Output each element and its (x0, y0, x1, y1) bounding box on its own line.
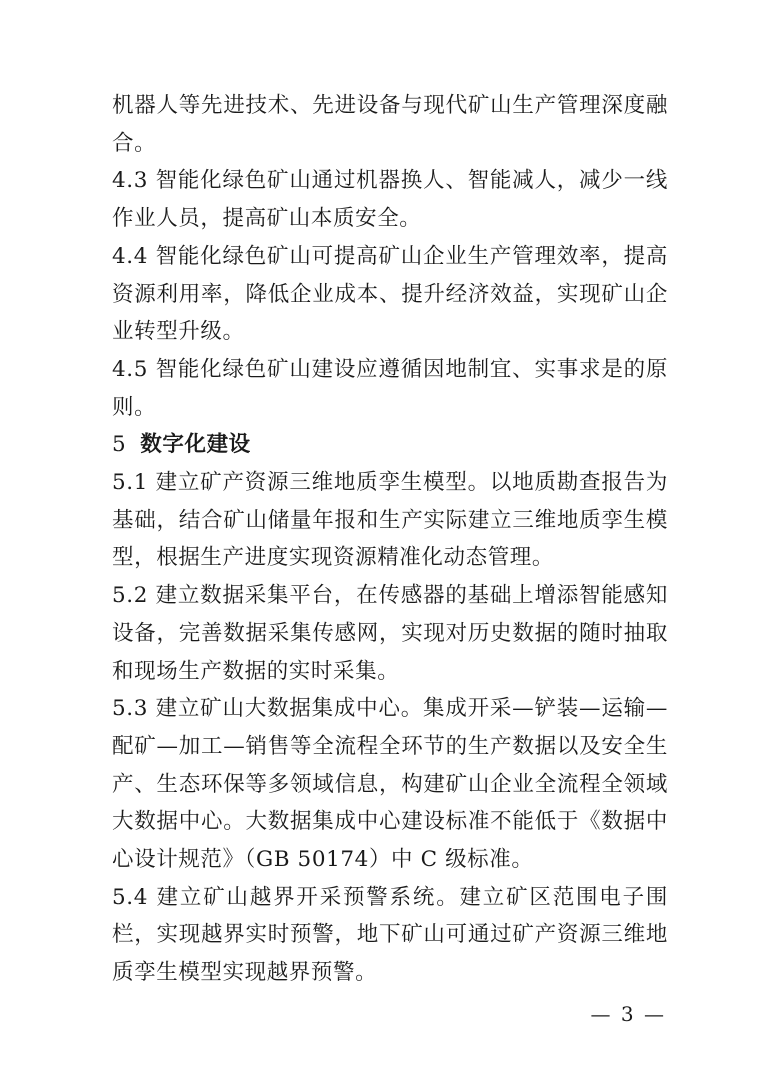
section-heading (112, 426, 668, 464)
page-number: — 3 — (590, 1002, 666, 1026)
paragraph-5-1: 5.1 建立矿产资源三维地质孪生模型。以地质勘查报告为基础，结合矿山储量年报和生产实际建立三维地质孪生模型，根据生产进度实现资源精准化动态管理。 (112, 470, 668, 571)
section-number: 5 (112, 432, 127, 458)
document-body (112, 87, 668, 992)
paragraph-4-3: 4.3 智能化绿色矿山通过机器换人、智能减人，减少一线作业人员，提高矿山本质安全。 (112, 168, 668, 232)
paragraph-4-5: 4.5 智能化绿色矿山建设应遵循因地制宜、实事求是的原则。 (112, 356, 668, 420)
paragraph-5-2: 5.2 建立数据采集平台，在传感器的基础上增添智能感知设备，完善数据采集传感网，实现对历史数据的随时抽取和现场生产数据的实时采集。 (112, 583, 668, 684)
paragraph-5-3: 5.3 建立矿山大数据集成中心。集成开采—铲装—运输—配矿—加工—销售等全流程全环节的生产数据以及安全生产、生态环保等多领域信息，构建矿山企业全流程全领域大数据中心。大数据集成中心建设标准不能低于《数据中心设计规范》（GB 50174）中 C 级标准。 (112, 696, 668, 873)
paragraph-continuation: 机器人等先进技术、先进设备与现代矿山生产管理深度融合。 (112, 93, 668, 156)
section-title: 数字化建设 (140, 432, 251, 458)
paragraph-5-4: 5.4 建立矿山越界开采预警系统。建立矿区范围电子围栏，实现越界实时预警，地下矿山可通过矿产资源三维地质孪生模型实现越界预警。 (112, 884, 668, 986)
paragraph-4-4: 4.4 智能化绿色矿山可提高矿山企业生产管理效率，提高资源利用率，降低企业成本、提升经济效益，实现矿山企业转型升级。 (112, 243, 668, 345)
